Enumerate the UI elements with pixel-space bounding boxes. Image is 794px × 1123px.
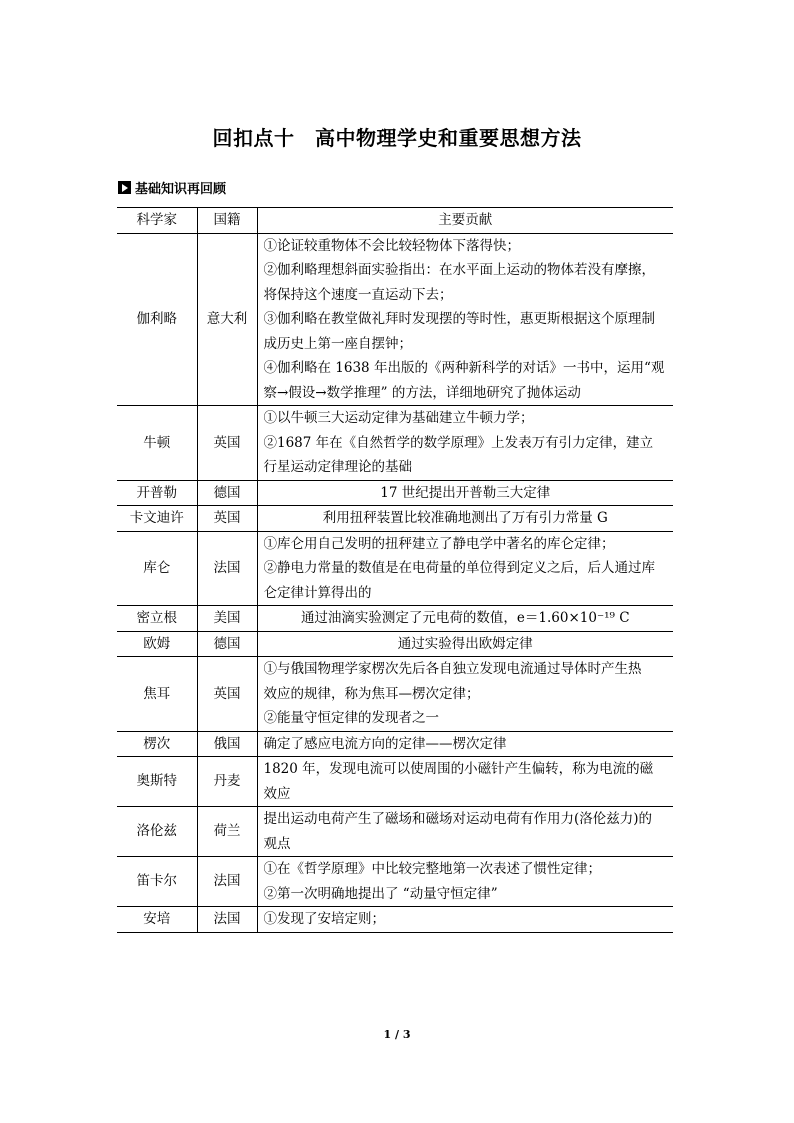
nationality-cell: 英国 <box>197 657 257 732</box>
table-row <box>117 606 673 632</box>
contribution-line: ②静电力常量的数值是在电荷量的单位得到定义之后，后人通过库 <box>263 560 655 576</box>
contribution-line: 通过实验得出欧姆定律 <box>397 635 533 652</box>
table-row <box>117 631 673 657</box>
table-row <box>117 480 673 506</box>
nationality-cell: 意大利 <box>197 233 257 406</box>
contribution-cell <box>257 233 673 406</box>
contribution-line: 仑定律计算得出的 <box>263 584 372 601</box>
header-contribution: 主要贡献 <box>257 208 673 234</box>
scientist-cell: 伽利略 <box>117 233 197 406</box>
table-row <box>117 731 673 757</box>
scientist-cell: 欧姆 <box>117 631 197 657</box>
contribution-line: ①与俄国物理学家楞次先后各自独立发现电流通过导体时产生热 <box>263 661 642 677</box>
table-row <box>117 657 673 732</box>
contribution-line: ①论证较重物体不会比较轻物体下落得快； <box>263 237 520 254</box>
nationality-cell: 德国 <box>197 631 257 657</box>
contribution-line: 1820 年，发现电流可以使周围的小磁针产生偏转，称为电流的磁 <box>263 761 654 777</box>
table-body <box>117 233 673 932</box>
contribution-line: 成历史上第一座自摆钟； <box>263 335 412 352</box>
contribution-line: 利用扭秤装置比较准确地测出了万有引力常量 G <box>322 510 608 526</box>
page-number: 1 / 3 <box>383 1028 411 1041</box>
table-row <box>117 857 673 907</box>
contribution-line: 确定了感应电流方向的定律——楞次定律 <box>263 735 507 752</box>
table-row <box>117 757 673 807</box>
contribution-cell <box>257 757 673 807</box>
scientist-cell: 笛卡尔 <box>117 857 197 907</box>
table-row <box>117 506 673 532</box>
play-triangle-icon <box>118 181 131 194</box>
contribution-cell <box>257 657 673 732</box>
scientist-cell: 奥斯特 <box>117 757 197 807</box>
contribution-cell <box>257 506 673 532</box>
contribution-cell <box>257 907 673 933</box>
header-nationality: 国籍 <box>197 208 257 234</box>
contribution-line: ①发现了安培定则； <box>263 911 385 927</box>
nationality-cell: 俄国 <box>197 731 257 757</box>
section-label: 基础知识再回顾 <box>135 182 227 197</box>
nationality-cell: 法国 <box>197 907 257 933</box>
contribution-line: ②1687 年在《自然哲学的数学原理》上发表万有引力定律，建立 <box>263 434 654 451</box>
scientist-cell: 牛顿 <box>117 406 197 481</box>
contribution-line: 效应 <box>263 785 291 802</box>
contribution-line: 通过油滴实验测定了元电荷的数值，e＝1.60×10⁻¹⁹ C <box>300 610 630 626</box>
table-header-row <box>117 208 673 234</box>
nationality-cell: 法国 <box>197 531 257 606</box>
table-row <box>117 406 673 481</box>
contribution-line: ①库仑用自己发明的扭秤建立了静电学中著名的库仑定律； <box>263 535 615 552</box>
contribution-line: 17 世纪提出开普勒三大定律 <box>380 484 551 501</box>
contribution-line: ③伽利略在教堂做礼拜时发现摆的等时性，惠更斯根据这个原理制 <box>263 311 655 327</box>
scientist-cell: 焦耳 <box>117 657 197 732</box>
nationality-cell: 美国 <box>197 606 257 632</box>
table-row <box>117 233 673 406</box>
nationality-cell: 德国 <box>197 480 257 506</box>
contribution-line: ②伽利略理想斜面实验指出：在水平面上运动的物体若没有摩擦， <box>263 262 655 278</box>
contribution-cell <box>257 480 673 506</box>
nationality-cell: 丹麦 <box>197 757 257 807</box>
contribution-line: ①在《哲学原理》中比较完整地第一次表述了惯性定律； <box>263 861 601 877</box>
nationality-cell: 荷兰 <box>197 807 257 857</box>
contribution-line: 效应的规律，称为焦耳—楞次定律； <box>263 685 480 702</box>
page-title: 回扣点十 高中物理学史和重要思想方法 <box>212 126 582 150</box>
scientist-cell: 密立根 <box>117 606 197 632</box>
contribution-line: 将保持这个速度一直运动下去； <box>263 286 453 303</box>
table-row <box>117 531 673 606</box>
scientist-cell: 楞次 <box>117 731 197 757</box>
physics-history-table <box>117 207 673 933</box>
nationality-cell: 英国 <box>197 506 257 532</box>
contribution-line: 察→假设→数学推理” 的方法，详细地研究了抛体运动 <box>263 384 581 401</box>
contribution-cell <box>257 807 673 857</box>
nationality-cell: 法国 <box>197 857 257 907</box>
scientist-cell: 开普勒 <box>117 480 197 506</box>
scientist-cell: 安培 <box>117 907 197 933</box>
contribution-line: 观点 <box>263 835 291 852</box>
contribution-line: ④伽利略在 1638 年出版的《两种新科学的对话》一书中，运用“观 <box>263 360 665 376</box>
contribution-cell <box>257 531 673 606</box>
scientist-cell: 库仑 <box>117 531 197 606</box>
contribution-cell <box>257 731 673 757</box>
contribution-line: 行星运动定律理论的基础 <box>263 459 412 475</box>
nationality-cell: 英国 <box>197 406 257 481</box>
contribution-cell <box>257 857 673 907</box>
contribution-cell <box>257 606 673 632</box>
contribution-cell <box>257 406 673 481</box>
contribution-cell <box>257 631 673 657</box>
contribution-line: ①以牛顿三大运动定律为基础建立牛顿力学； <box>263 410 534 426</box>
scientist-cell: 卡文迪许 <box>117 506 197 532</box>
table-row <box>117 907 673 933</box>
scientist-cell: 洛伦兹 <box>117 807 197 857</box>
section-heading <box>118 178 226 197</box>
table-row <box>117 807 673 857</box>
header-scientist: 科学家 <box>117 208 197 234</box>
contribution-line: ②能量守恒定律的发现者之一 <box>263 710 439 726</box>
contribution-line: ②第一次明确地提出了 “动量守恒定律” <box>263 885 498 902</box>
contribution-line: 提出运动电荷产生了磁场和磁场对运动电荷有作用力(洛伦兹力)的 <box>263 811 653 827</box>
